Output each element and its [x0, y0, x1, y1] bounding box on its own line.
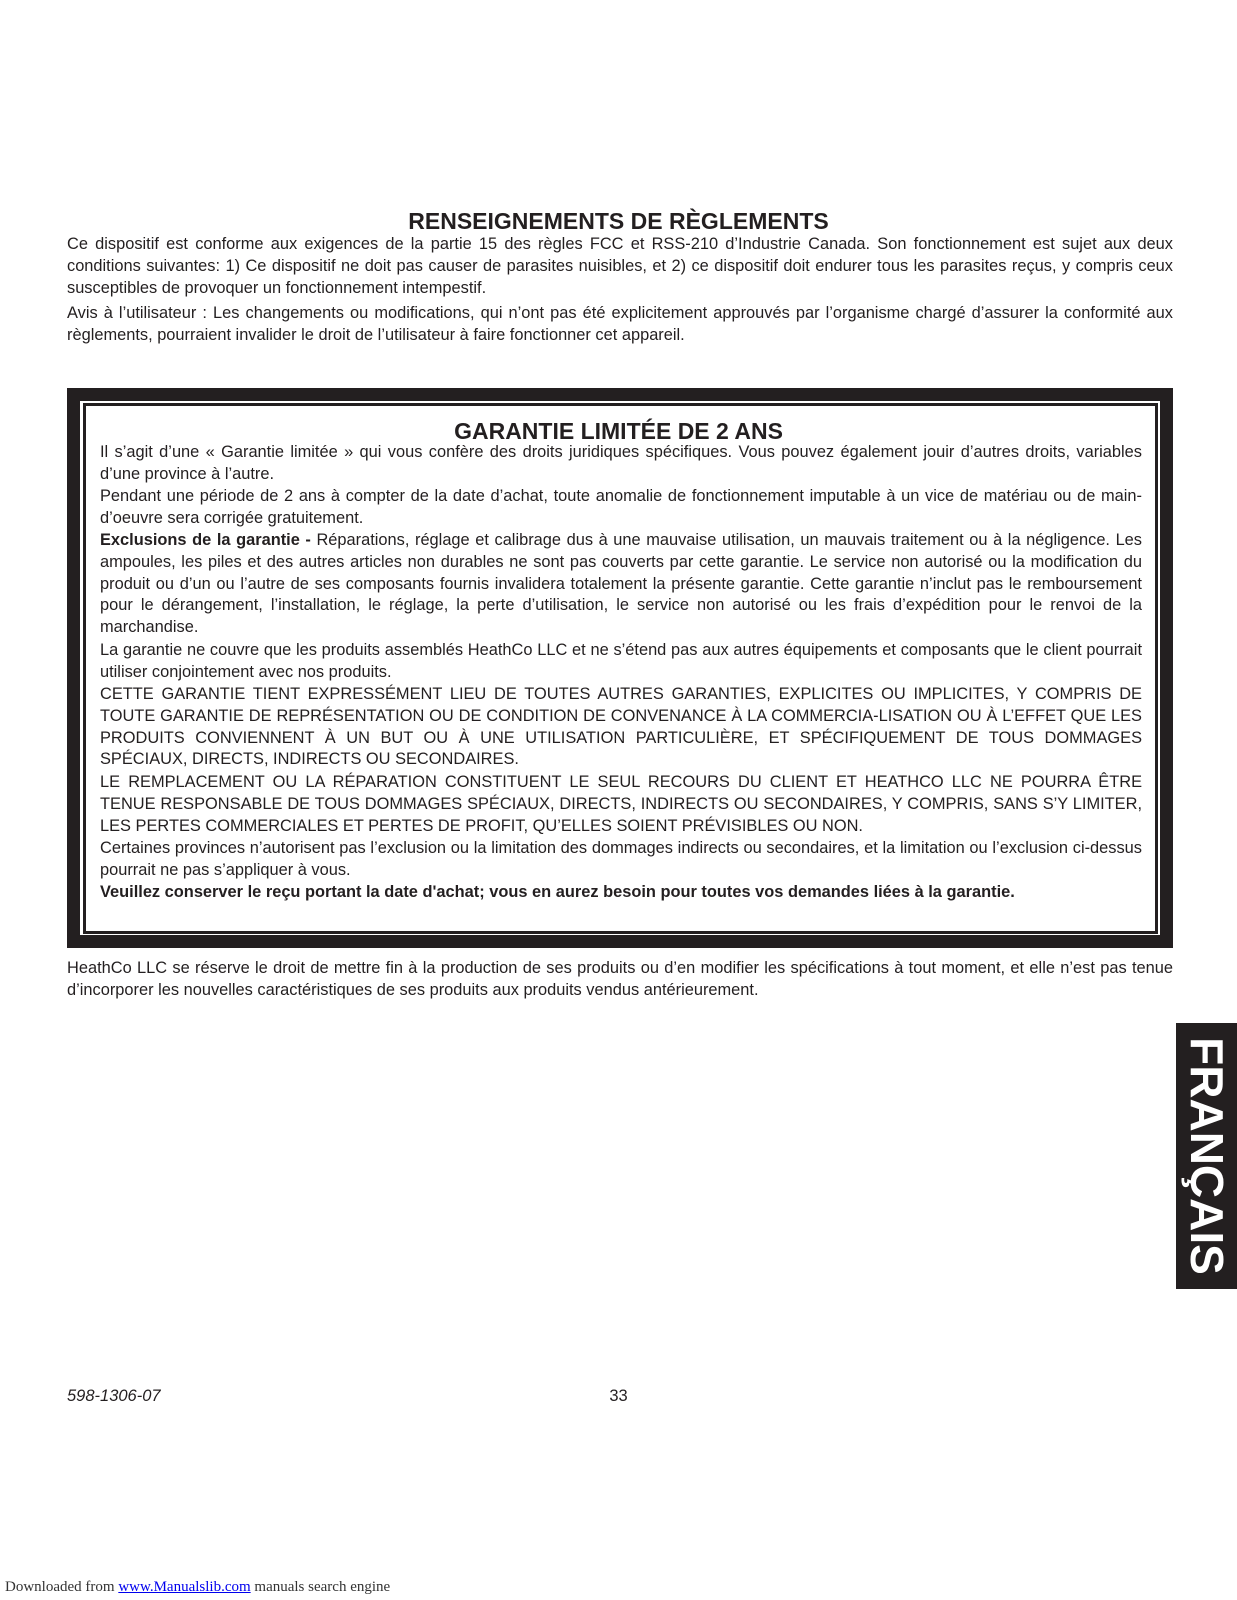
language-side-tab-label: FRANÇAIS	[1180, 1037, 1233, 1275]
warranty-paragraph-7: Certaines provinces n’autorisent pas l’exclusion ou la limitation des dommages indirects ou secondaires, et la limitation ou l’exclusion ci-dessus pourrait ne pas s’appliquer à vous.	[100, 839, 1142, 879]
footer-suffix: manuals search engine	[250, 1579, 391, 1595]
exclusions-label: Exclusions de la garantie -	[100, 531, 311, 549]
warranty-title: GARANTIE LIMITÉE DE 2 ANS	[454, 418, 783, 444]
warranty-paragraph-5: CETTE GARANTIE TIENT EXPRESSÉMENT LIEU DE TOUTES AUTRES GARANTIES, EXPLICITES OU IMPLICITES, Y COMPRIS DE TOUTE GARANTIE DE REPRÉSENTATION OU DE CONDITION DE CONVENANCE À LA COMMERCIA-LISATION OU À L’EFFET QUE LES PRODUITS CONVIENNENT À UN BUT OU À UNE UTILISATION PARTICULIÈRE, ET SPÉCIFIQUEMENT DE TOUS DOMMAGES SPÉCIAUX, DIRECTS, INDIRECTS OU SECONDAIRES.	[100, 685, 1142, 769]
footer-prefix: Downloaded from	[5, 1579, 119, 1595]
regulations-title: RENSEIGNEMENTS DE RÈGLEMENTS	[408, 208, 829, 234]
language-side-tab	[1176, 1023, 1237, 1289]
page-number: 33	[609, 1387, 628, 1405]
warranty-paragraph-4: La garantie ne couvre que les produits assemblés HeathCo LLC et ne s’étend pas aux autres équipements et composants que le client pourrait utiliser conjointement avec nos produits.	[100, 641, 1142, 681]
warranty-exclusions	[100, 530, 1142, 639]
download-footer	[5, 1579, 390, 1596]
warranty-paragraph-8: Veuillez conserver le reçu portant la date d'achat; vous en aurez besoin pour toutes vos demandes liées à la garantie.	[100, 883, 1015, 901]
warranty-paragraph-2: Pendant une période de 2 ans à compter de la date d’achat, toute anomalie de fonctionnement imputable à un vice de matériau ou de main-d’oeuvre sera corrigée gratuitement.	[100, 487, 1142, 527]
regulations-paragraph-2: Avis à l’utilisateur : Les changements ou modifications, qui n’ont pas été explicitement approuvés par l’organisme chargé d’assurer la conformité aux règlements, pourraient invalider le droit de l’utilisateur à faire fonctionner cet appareil.	[67, 304, 1173, 344]
closing-paragraph: HeathCo LLC se réserve le droit de mettre fin à la production de ses produits ou d’en modifier les spécifications à tout moment, et elle n’est pas tenue d’incorporer les nouvelles caractéristiques de ses produits aux produits vendus antérieurement.	[67, 959, 1173, 999]
regulations-paragraph-1: Ce dispositif est conforme aux exigences de la partie 15 des règles FCC et RSS-210 d’Industrie Canada. Son fonctionnement est sujet aux deux conditions suivantes: 1) Ce dispositif ne doit pas causer de parasites nuisibles, et 2) ce dispositif doit endurer tous les parasites reçus, y compris ceux susceptibles de provoquer un fonctionnement intempestif.	[67, 235, 1173, 297]
exclusions-text: Réparations, réglage et calibrage dus à une mauvaise utilisation, un mauvais traitement ou à la négligence. Les ampoules, les piles et des autres articles non durables ne sont pas couverts par cette garantie. Le service non autorisé ou la modification du produit ou d’un ou l’autre de ses composants fournis invalidera totalement la présente garantie. Cette garantie n’inclut pas le remboursement pour le dérangement, l’installation, le réglage, la perte d’utilisation, le service non autorisé ou les frais d’expédition pour le renvoi de la marchandise.	[100, 531, 1142, 637]
manualslib-link[interactable]: www.Manualslib.com	[118, 1579, 251, 1595]
document-number: 598-1306-07	[67, 1387, 161, 1405]
warranty-paragraph-6: LE REMPLACEMENT OU LA RÉPARATION CONSTITUENT LE SEUL RECOURS DU CLIENT ET HEATHCO LLC NE POURRA ÊTRE TENUE RESPONSABLE DE TOUS DOMMAGES SPÉCIAUX, DIRECTS, INDIRECTS OU SECONDAIRES, Y COMPRIS, SANS S’Y LIMITER, LES PERTES COMMERCIALES ET PERTES DE PROFIT, QU’ELLES SOIENT PRÉVISIBLES OU NON.	[100, 773, 1142, 835]
warranty-paragraph-1: Il s’agit d’une « Garantie limitée » qui vous confère des droits juridiques spécifiques. Vous pouvez également jouir d’autres droits, variables d’une province à l’autre.	[100, 443, 1142, 483]
